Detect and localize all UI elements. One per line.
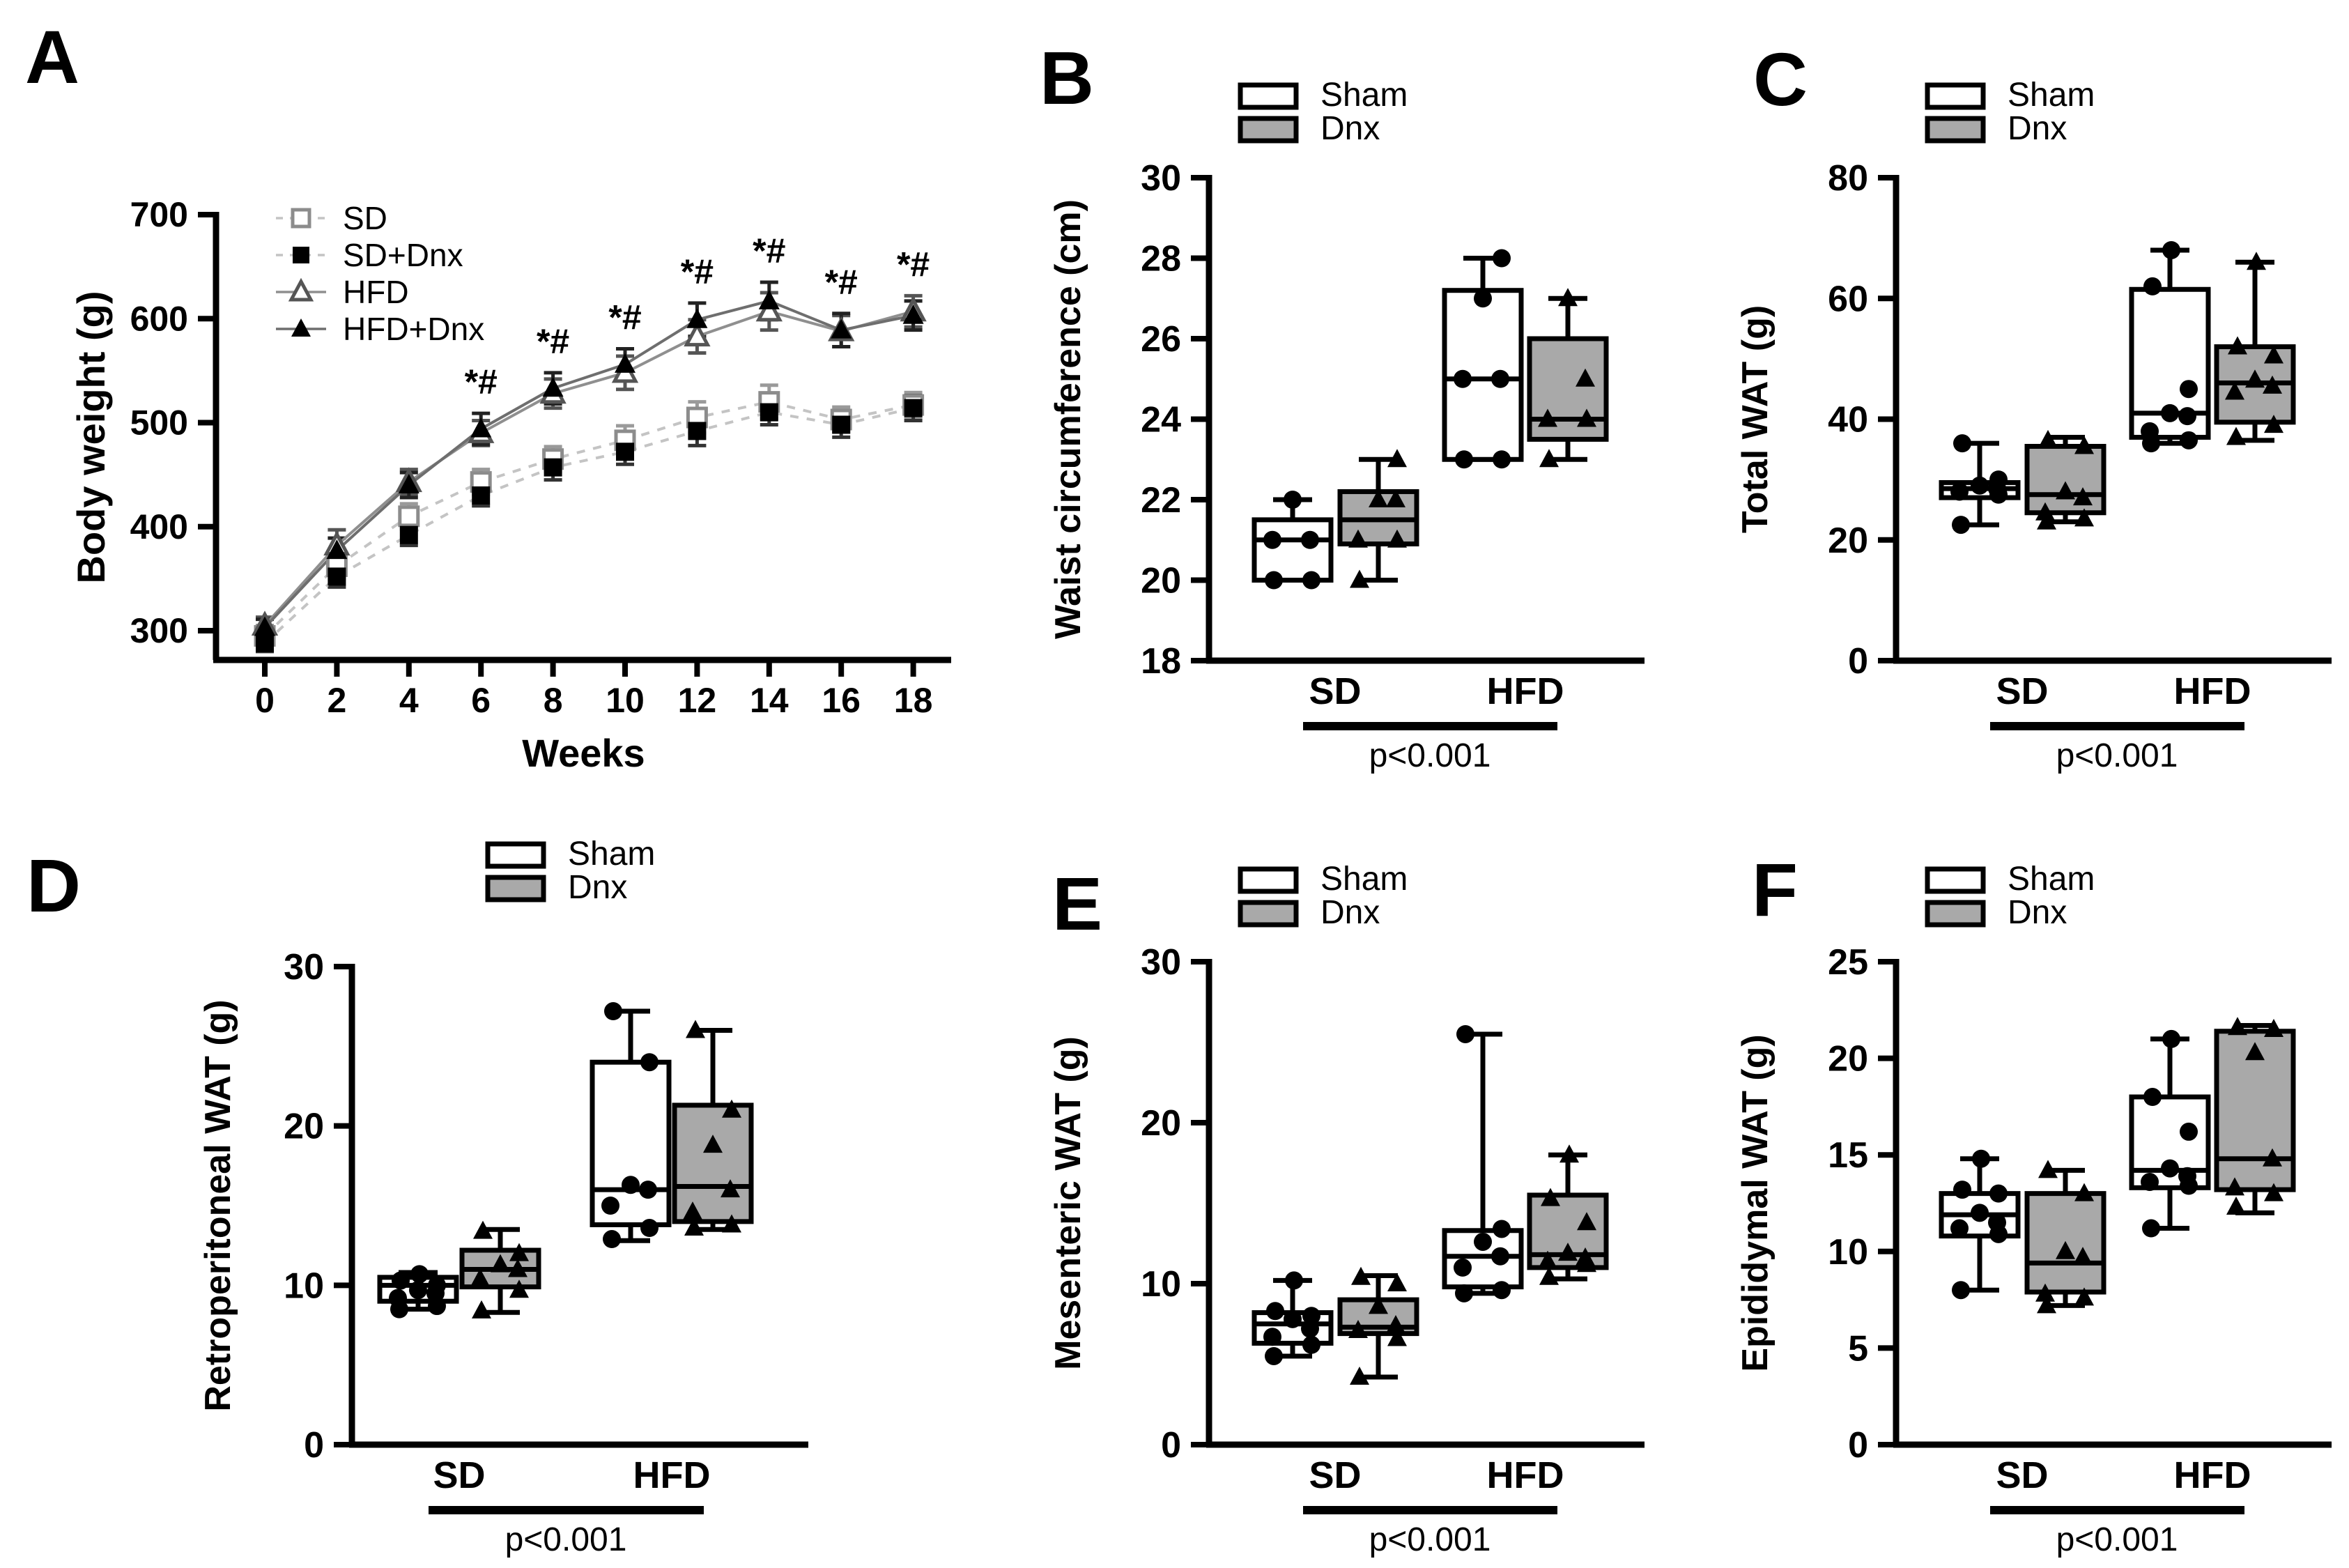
y-tick-label: 600 <box>130 299 188 339</box>
y-axis-title: Total WAT (g) <box>1735 305 1776 534</box>
data-point-circle <box>2143 277 2162 295</box>
series-line-SD <box>265 402 914 636</box>
marker-filled-square <box>616 443 634 461</box>
box-SD-Sham <box>1254 491 1331 590</box>
data-point-circle <box>1454 1259 1472 1277</box>
data-point-circle <box>409 1281 427 1299</box>
panel-d-letter: D <box>26 843 81 928</box>
group-label: HFD <box>633 1454 711 1496</box>
data-point-circle <box>601 1197 619 1215</box>
y-tick-label: 0 <box>1848 641 1868 682</box>
body-weight-line-chart <box>0 0 976 784</box>
marker-filled-triangle <box>291 318 311 337</box>
box-body <box>2027 446 2104 512</box>
panel-a <box>0 0 976 784</box>
data-point-circle <box>1953 1181 1971 1199</box>
data-point-circle <box>2161 404 2179 422</box>
data-point-circle <box>1491 1247 1509 1266</box>
p-value-label: p<0.001 <box>2056 1521 2178 1558</box>
x-tick-label: 2 <box>327 681 347 720</box>
box-SD-Sham <box>1941 434 2018 534</box>
y-tick-label: 500 <box>130 403 188 443</box>
x-tick-label: 4 <box>399 681 419 720</box>
legend <box>1240 77 1408 147</box>
y-tick-label: 18 <box>1141 641 1181 682</box>
legend-label: Sham <box>2008 861 2095 898</box>
data-point-circle <box>2178 1167 2196 1185</box>
y-tick-label: 60 <box>1828 279 1868 320</box>
y-tick-label: 5 <box>1848 1328 1868 1369</box>
data-point-circle <box>392 1271 410 1289</box>
x-tick-label: 10 <box>606 681 645 720</box>
marker-filled-square <box>832 415 850 433</box>
y-axis-title: Epididymal WAT (g) <box>1735 1034 1776 1372</box>
data-point-circle <box>428 1276 446 1294</box>
legend-swatch-sham <box>1927 869 1983 891</box>
box-SD-Dnx <box>462 1221 539 1319</box>
y-axis-title: Mesenteric WAT (g) <box>1048 1036 1088 1370</box>
legend-label: Sham <box>1320 77 1408 114</box>
panel-c <box>1663 0 2349 784</box>
box-SD-Sham <box>380 1265 456 1318</box>
data-point-circle <box>1972 1150 1990 1168</box>
data-point-circle <box>2180 380 2198 398</box>
data-point-circle <box>1302 1336 1320 1354</box>
data-point-circle <box>622 1176 640 1194</box>
group-label: SD <box>1309 670 1362 712</box>
box-HFD-Dnx <box>675 1020 751 1236</box>
y-tick-label: 24 <box>1141 399 1181 440</box>
x-tick-label: 16 <box>822 681 861 720</box>
box-HFD-Sham <box>1445 249 1521 469</box>
data-point-triangle <box>2226 426 2246 445</box>
p-value-label: p<0.001 <box>1369 1521 1491 1558</box>
data-point-circle <box>1493 450 1511 468</box>
data-point-circle <box>1285 1271 1303 1289</box>
data-point-circle <box>1265 571 1283 590</box>
marker-filled-square <box>760 403 778 422</box>
data-point-circle <box>604 1002 622 1020</box>
legend <box>1927 861 2095 931</box>
y-tick-label: 0 <box>1848 1425 1868 1466</box>
legend-label: Dnx <box>2008 894 2067 931</box>
box-body <box>1254 520 1331 581</box>
data-point-circle <box>1284 491 1302 509</box>
y-tick-label: 20 <box>1141 560 1181 601</box>
legend-label: Dnx <box>1320 110 1380 147</box>
group-label: HFD <box>1486 670 1564 712</box>
y-tick-label: 700 <box>130 195 188 234</box>
box-HFD-Dnx <box>1530 1144 1606 1285</box>
legend-swatch-dnx <box>1240 118 1296 141</box>
significance-marker: *# <box>464 362 498 402</box>
y-tick-label: 400 <box>130 507 188 546</box>
legend-label: SD+Dnx <box>343 237 463 273</box>
panel-f <box>1663 784 2349 1568</box>
data-point-circle <box>603 1230 621 1248</box>
y-tick-label: 10 <box>1828 1231 1868 1273</box>
legend-swatch-dnx <box>1927 902 1983 925</box>
data-point-circle <box>1263 1328 1281 1346</box>
box-HFD-Dnx <box>1530 288 1606 467</box>
data-point-circle <box>1474 289 1492 307</box>
data-point-circle <box>1493 249 1511 268</box>
legend-label: Dnx <box>568 869 628 906</box>
box-chart <box>1735 861 2332 1558</box>
data-point-circle <box>1491 370 1509 388</box>
y-tick-label: 80 <box>1828 158 1868 199</box>
data-point-circle <box>1950 482 1969 500</box>
marker-filled-square <box>293 247 309 263</box>
legend-label: Sham <box>568 836 656 873</box>
marker-open-square <box>400 507 418 525</box>
marker-filled-square <box>688 422 706 440</box>
data-point-circle <box>1263 531 1281 549</box>
marker-filled-square <box>256 634 274 652</box>
box-HFD-Sham <box>592 1002 669 1248</box>
panel-f-letter: F <box>1752 847 1798 932</box>
group-label: SD <box>1996 1454 2049 1496</box>
box-HFD-Sham <box>2132 241 2208 452</box>
data-point-triangle <box>2264 1019 2283 1037</box>
legend-label: Sham <box>2008 77 2095 114</box>
line-chart <box>69 195 951 775</box>
y-tick-label: 40 <box>1828 399 1868 440</box>
data-point-circle <box>2141 422 2159 440</box>
data-point-circle <box>389 1289 407 1307</box>
significance-marker: *# <box>536 321 570 361</box>
panel-a-letter: A <box>25 15 79 99</box>
group-label: SD <box>1309 1454 1362 1496</box>
box-HFD-Sham <box>2132 1030 2208 1238</box>
data-point-circle <box>1455 1284 1473 1302</box>
legend-label: Dnx <box>2008 110 2067 147</box>
y-tick-label: 300 <box>130 611 188 650</box>
data-point-circle <box>1950 1220 1969 1238</box>
data-point-circle <box>1265 1347 1283 1365</box>
y-tick-label: 20 <box>284 1106 324 1147</box>
x-axis-title: Weeks <box>522 731 645 775</box>
x-tick-label: 12 <box>677 681 717 720</box>
legend-label: HFD <box>343 274 409 310</box>
data-point-circle <box>1454 370 1472 388</box>
legend-swatch-sham <box>488 844 544 866</box>
legend-swatch-dnx <box>1927 118 1983 141</box>
data-point-circle <box>1952 516 1970 534</box>
data-point-circle <box>1971 1204 1989 1222</box>
legend <box>1927 77 2095 147</box>
marker-open-square <box>293 210 309 226</box>
data-point-circle <box>2180 431 2198 449</box>
group-label: SD <box>433 1454 486 1496</box>
data-point-circle <box>2161 1160 2179 1178</box>
box-HFD-Dnx <box>2217 1017 2293 1215</box>
marker-filled-square <box>544 459 562 477</box>
legend-label: SD <box>343 200 387 236</box>
data-point-circle <box>1971 477 1989 495</box>
panel-e-letter: E <box>1052 861 1103 946</box>
legend-swatch-dnx <box>488 877 544 900</box>
panel-b <box>976 0 1662 784</box>
data-point-circle <box>410 1265 429 1283</box>
y-tick-label: 0 <box>304 1425 324 1466</box>
x-tick-label: 6 <box>471 681 491 720</box>
group-label: SD <box>1996 670 2049 712</box>
p-value-label: p<0.001 <box>2056 737 2178 774</box>
box-SD-Dnx <box>2027 430 2104 530</box>
data-point-circle <box>1474 1233 1492 1251</box>
box-SD-Dnx <box>1340 449 1417 587</box>
box-SD-Dnx <box>1340 1267 1417 1385</box>
box-chart <box>198 836 808 1558</box>
y-tick-label: 20 <box>1828 520 1868 561</box>
y-tick-label: 30 <box>1141 158 1181 199</box>
data-point-circle <box>1302 1307 1320 1325</box>
data-point-circle <box>1493 1281 1511 1299</box>
data-point-circle <box>2180 1123 2198 1141</box>
box-SD-Dnx <box>2027 1160 2104 1313</box>
legend-swatch-sham <box>1927 85 1983 107</box>
marker-open-triangle <box>291 282 311 300</box>
data-point-circle <box>1952 1281 1970 1299</box>
box-HFD-Sham <box>1445 1025 1521 1302</box>
data-point-circle <box>640 1219 659 1237</box>
data-point-circle <box>1989 470 2008 489</box>
y-tick-label: 10 <box>1141 1264 1181 1305</box>
data-point-circle <box>2178 407 2196 425</box>
series-line-HFD <box>265 312 914 626</box>
significance-marker: *# <box>608 298 642 337</box>
group-label: HFD <box>2173 1454 2251 1496</box>
panel-d <box>0 784 976 1568</box>
y-tick-label: 10 <box>284 1266 324 1307</box>
box-chart <box>1735 77 2332 774</box>
marker-filled-square <box>400 526 418 544</box>
marker-filled-square <box>904 399 923 417</box>
data-point-circle <box>2142 1220 2160 1238</box>
y-tick-label: 20 <box>1828 1038 1868 1079</box>
data-point-circle <box>1455 450 1473 468</box>
error-bars-SD <box>256 385 923 647</box>
data-point-circle <box>1301 531 1319 549</box>
legend-label: Dnx <box>1320 894 1380 931</box>
data-point-circle <box>2141 1173 2159 1191</box>
series-line-HFD+Dnx <box>265 301 914 628</box>
x-tick-label: 14 <box>749 681 789 720</box>
x-tick-label: 0 <box>255 681 275 720</box>
data-point-circle <box>640 1053 659 1071</box>
y-tick-label: 25 <box>1828 942 1868 983</box>
legend-swatch-sham <box>1240 85 1296 107</box>
y-tick-label: 30 <box>284 947 324 987</box>
p-value-label: p<0.001 <box>505 1521 627 1558</box>
data-point-circle <box>639 1181 657 1199</box>
group-label: HFD <box>1486 1454 1564 1496</box>
y-axis-title: Retroperitoneal WAT (g) <box>198 999 238 1412</box>
significance-marker: *# <box>896 245 930 284</box>
box-SD-Sham <box>1941 1150 2018 1299</box>
panel-c-letter: C <box>1753 37 1808 121</box>
y-tick-label: 26 <box>1141 319 1181 360</box>
y-tick-label: 0 <box>1161 1425 1181 1466</box>
data-point-circle <box>2162 241 2180 259</box>
data-point-circle <box>1988 1213 2006 1231</box>
data-point-circle <box>1302 571 1320 590</box>
data-point-circle <box>1456 1025 1474 1043</box>
legend-label: HFD+Dnx <box>343 311 485 347</box>
y-axis-title: Waist circumference (cm) <box>1048 199 1088 639</box>
box-chart <box>1048 77 1645 774</box>
legend-swatch-sham <box>1240 869 1296 891</box>
data-point-circle <box>2162 1030 2180 1048</box>
panel-e <box>976 784 1662 1568</box>
marker-filled-square <box>472 486 490 505</box>
box-chart <box>1048 861 1645 1558</box>
y-tick-label: 22 <box>1141 480 1181 521</box>
data-point-circle <box>1284 1310 1302 1328</box>
marker-filled-square <box>328 567 346 585</box>
y-tick-label: 30 <box>1141 942 1181 983</box>
data-point-triangle <box>472 1300 491 1319</box>
data-point-circle <box>2143 1088 2162 1106</box>
x-tick-label: 18 <box>893 681 933 720</box>
y-tick-label: 15 <box>1828 1135 1868 1176</box>
data-point-circle <box>1989 1185 2008 1203</box>
legend <box>276 200 484 347</box>
y-axis-title: Body weight (g) <box>69 291 113 584</box>
legend-swatch-dnx <box>1240 902 1296 925</box>
box-SD-Sham <box>1254 1271 1331 1365</box>
significance-marker: *# <box>824 262 858 302</box>
group-label: HFD <box>2173 670 2251 712</box>
data-point-triangle <box>2226 1197 2246 1215</box>
error-bars-SD+Dnx <box>256 396 923 652</box>
panel-b-letter: B <box>1040 36 1094 120</box>
box-HFD-Dnx <box>2217 252 2293 445</box>
box-body <box>675 1105 751 1222</box>
data-point-circle <box>1493 1220 1511 1238</box>
legend <box>488 836 655 906</box>
retroperitoneal-wat-box-chart <box>0 784 976 1568</box>
y-tick-label: 28 <box>1141 238 1181 279</box>
series-line-SD+Dnx <box>265 408 914 643</box>
legend-label: Sham <box>1320 861 1408 898</box>
legend <box>1240 861 1408 931</box>
y-tick-label: 20 <box>1141 1103 1181 1144</box>
p-value-label: p<0.001 <box>1369 737 1491 774</box>
significance-marker: *# <box>680 252 714 291</box>
x-tick-label: 8 <box>543 681 563 720</box>
data-point-circle <box>1266 1302 1284 1320</box>
significance-marker: *# <box>753 231 786 271</box>
data-point-circle <box>1953 434 1971 452</box>
